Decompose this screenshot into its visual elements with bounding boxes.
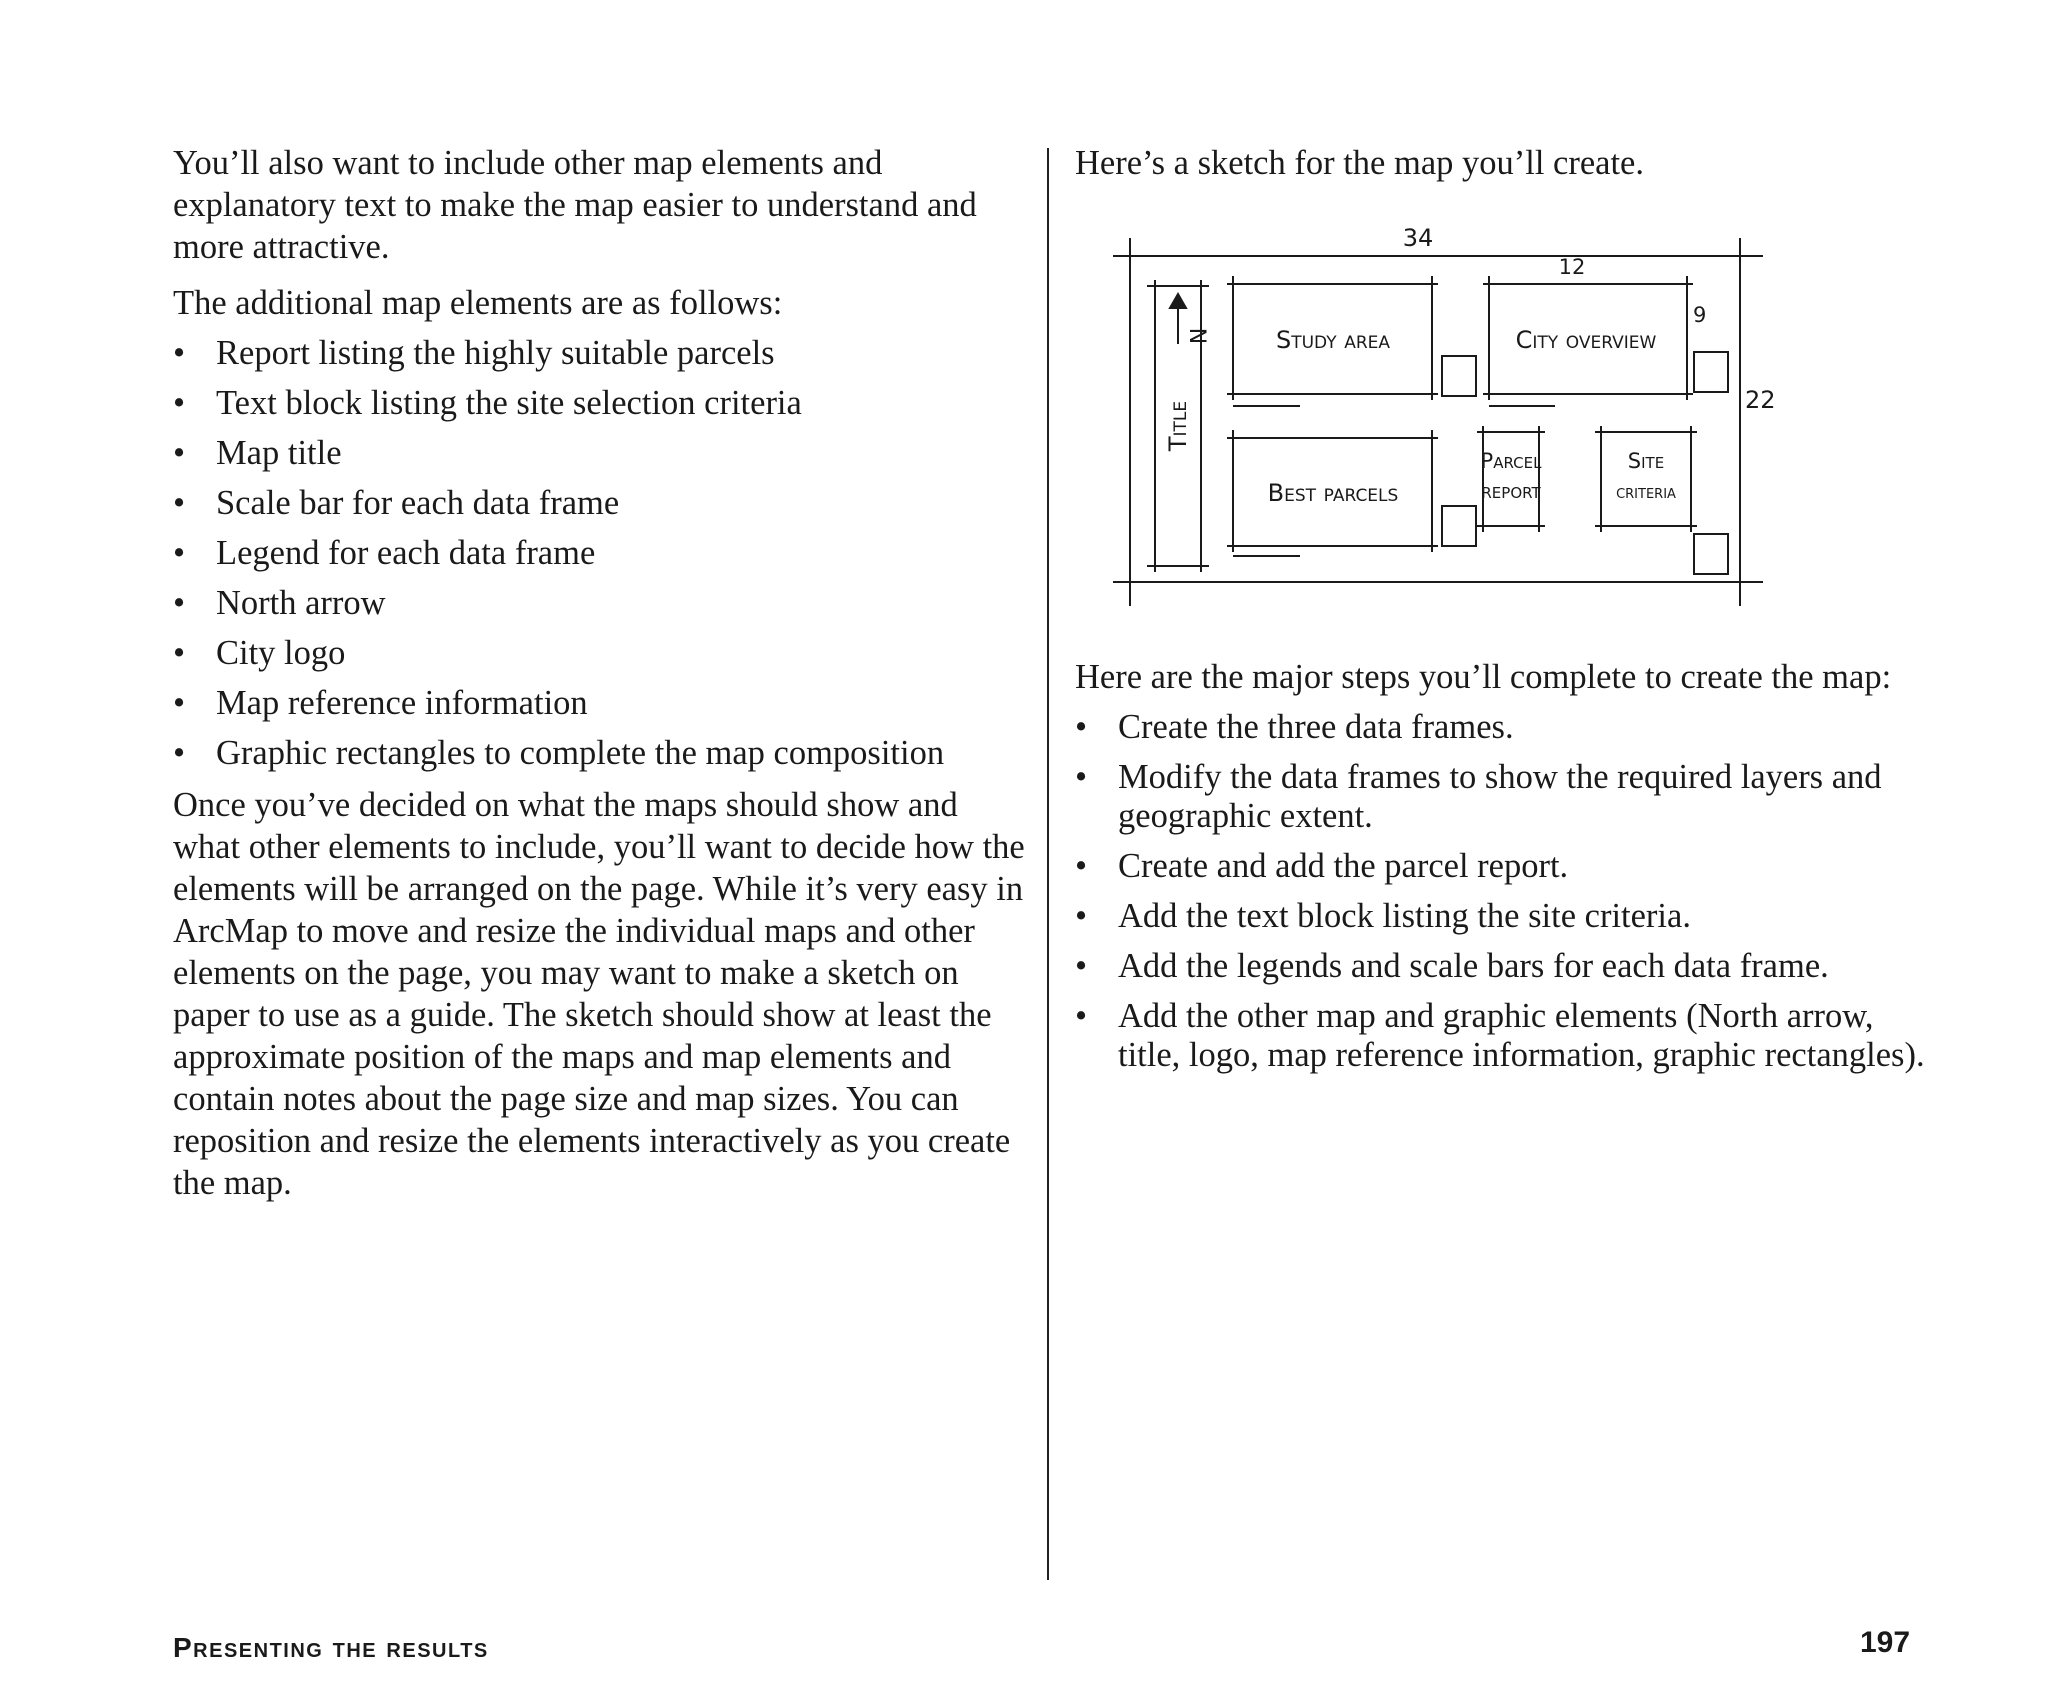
right-column [1075, 142, 1935, 1086]
bullet-icon: • [173, 734, 186, 772]
logo-box [1442, 356, 1476, 396]
bullet-icon: • [173, 684, 186, 722]
site-criteria-frame [1595, 426, 1697, 532]
bullet-icon: • [1075, 997, 1088, 1035]
list-item: • Map title [173, 434, 342, 472]
dimension-height: 22 [1745, 386, 1776, 414]
list-item: • Legend for each data frame [173, 534, 596, 572]
list-item: • Add the text block listing the site criteria. [1075, 897, 1691, 935]
dimension-frame-height: 9 [1693, 303, 1707, 327]
north-arrow-icon [1170, 294, 1186, 344]
logo-box [1694, 534, 1728, 574]
bullet-icon: • [173, 584, 186, 622]
site-criteria-label: Site [1627, 449, 1665, 473]
list-item: • Scale bar for each data frame [173, 484, 620, 522]
map-elements-list [173, 334, 1033, 773]
list-item: • Modify the data frames to show the required layers and geographic extent. [1075, 758, 1882, 835]
logo-box [1442, 506, 1476, 546]
bullet-icon: • [1075, 847, 1088, 885]
bullet-icon: • [173, 334, 186, 372]
list-item: • Graphic rectangles to complete the map composition [173, 734, 945, 772]
bullet-icon: • [173, 484, 186, 522]
list-item: • Text block listing the site selection criteria [173, 384, 802, 422]
layout-sketch [1075, 216, 1935, 656]
list-item: • Map reference information [173, 684, 588, 722]
title-label: Title [1164, 400, 1192, 452]
list-item: • North arrow [173, 584, 386, 622]
bullet-icon: • [173, 634, 186, 672]
parcel-report-label: Parcel [1480, 449, 1542, 473]
site-criteria-label: criteria [1616, 481, 1676, 503]
bullet-icon: • [173, 534, 186, 572]
steps-intro: Here are the major steps you’ll complete to create the map: [1075, 658, 1892, 696]
closing-paragraph: Once you’ve decided on what the maps should show and what other elements to include, you’ll want to decide how the elements will be arranged on the page. While it’s very easy in ArcMap to move and resize the individual maps and other elements on the page, you may want to make a sketch on paper to use as a guide. The sketch should show at least the approximate position of the maps and map elements and contain notes about the page size and map sizes. You can reposition and resize the elements interactively as you create the map. [173, 786, 1025, 1202]
best-parcels-label: Best parcels [1267, 479, 1399, 507]
bullet-icon: • [1075, 897, 1088, 935]
left-column [173, 142, 1033, 1204]
sketch-intro: Here’s a sketch for the map you’ll create. [1075, 144, 1644, 182]
bullet-icon: • [1075, 708, 1088, 746]
steps-list [1075, 708, 1935, 1075]
elements-list-intro: The additional map elements are as follows: [173, 284, 783, 322]
north-label: N [1184, 327, 1209, 345]
page-number: 197 [1860, 1626, 1911, 1659]
study-area-label: Study area [1275, 326, 1391, 354]
list-item: • Create and add the parcel report. [1075, 847, 1569, 885]
list-item: • Add the other map and graphic elements (North arrow, title, logo, map reference information, graphic rectangles). [1075, 997, 1925, 1074]
bullet-icon: • [173, 434, 186, 472]
bullet-icon: • [1075, 947, 1088, 985]
dimension-width: 34 [1402, 224, 1434, 252]
parcel-report-label: report [1481, 479, 1541, 503]
dimension-frame-width: 12 [1558, 255, 1586, 279]
bullet-icon: • [1075, 758, 1088, 796]
list-item: • Report listing the highly suitable parcels [173, 334, 775, 372]
bullet-icon: • [173, 384, 186, 422]
list-item: • City logo [173, 634, 346, 672]
list-item: • Add the legends and scale bars for each data frame. [1075, 947, 1829, 985]
list-item: • Create the three data frames. [1075, 708, 1514, 746]
logo-box [1694, 352, 1728, 392]
city-overview-label: City overview [1515, 326, 1657, 354]
running-footer-section: Presenting the results [173, 1632, 489, 1663]
intro-paragraph: You’ll also want to include other map elements and explanatory text to make the map easier to understand and more attractive. [173, 144, 977, 266]
column-divider [1047, 148, 1049, 1580]
